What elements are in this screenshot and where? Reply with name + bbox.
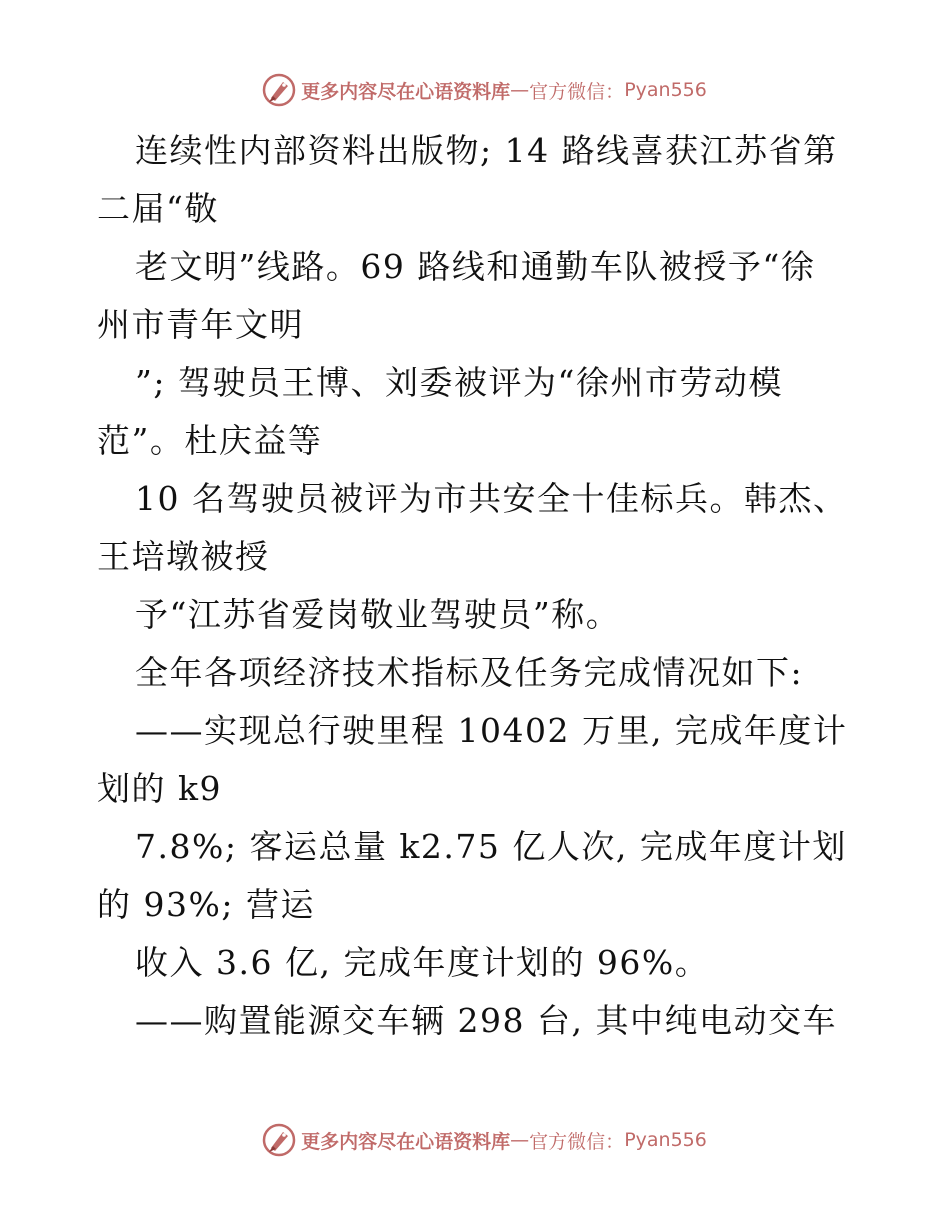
watermark-separator: — <box>510 1129 530 1151</box>
watermark-separator: — <box>510 79 530 101</box>
watermark-main-text: 更多内容尽在心语资料库 <box>301 80 511 103</box>
text-line: 二届“敬 <box>97 189 219 228</box>
document-body <box>97 122 848 1050</box>
text-line: 州市青年文明 <box>97 305 304 344</box>
footer-watermark-banner <box>0 1120 950 1160</box>
footer-watermark <box>261 1122 707 1158</box>
text-line: 7.8%; 客运总量 k2.75 亿人次, 完成年度计划 <box>135 827 847 866</box>
text-line: 收入 3.6 亿, 完成年度计划的 96%。 <box>135 943 710 982</box>
text-line: 老文明”线路。69 路线和通勤车队被授予“徐 <box>135 247 816 286</box>
watermark-wechat-id: Pyan556 <box>624 79 707 101</box>
text-line: 全年各项经济技术指标及任务完成情况如下: <box>135 653 804 692</box>
text-line: 的 93%; 营运 <box>97 885 315 924</box>
pen-nib-logo-icon <box>261 72 297 108</box>
header-watermark-banner <box>0 70 950 110</box>
watermark-main-text: 更多内容尽在心语资料库 <box>301 1130 511 1153</box>
watermark-wechat-id: Pyan556 <box>624 1129 707 1151</box>
watermark-wechat-label: 官方微信： <box>529 1130 625 1153</box>
text-line: 10 名驾驶员被评为市共安全十佳标兵。韩杰、 <box>135 479 848 518</box>
text-line: 王培墩被授 <box>97 537 270 576</box>
pen-nib-logo-icon <box>261 1122 297 1158</box>
text-line: 范”。杜庆益等 <box>97 421 323 460</box>
text-line: 予“江苏省爱岗敬业驾驶员”称。 <box>135 595 621 634</box>
text-line: ——实现总行驶里程 10402 万里, 完成年度计 <box>135 711 848 750</box>
text-line: 划的 k9 <box>97 769 222 808</box>
watermark-wechat-label: 官方微信： <box>529 80 625 103</box>
text-line: 连续性内部资料出版物; 14 路线喜获江苏省第 <box>135 131 838 170</box>
text-line: ”; 驾驶员王博、刘委被评为“徐州市劳动模 <box>135 363 783 402</box>
text-line: ——购置能源交车辆 298 台, 其中纯电动交车 <box>135 1001 837 1040</box>
header-watermark <box>261 72 707 108</box>
